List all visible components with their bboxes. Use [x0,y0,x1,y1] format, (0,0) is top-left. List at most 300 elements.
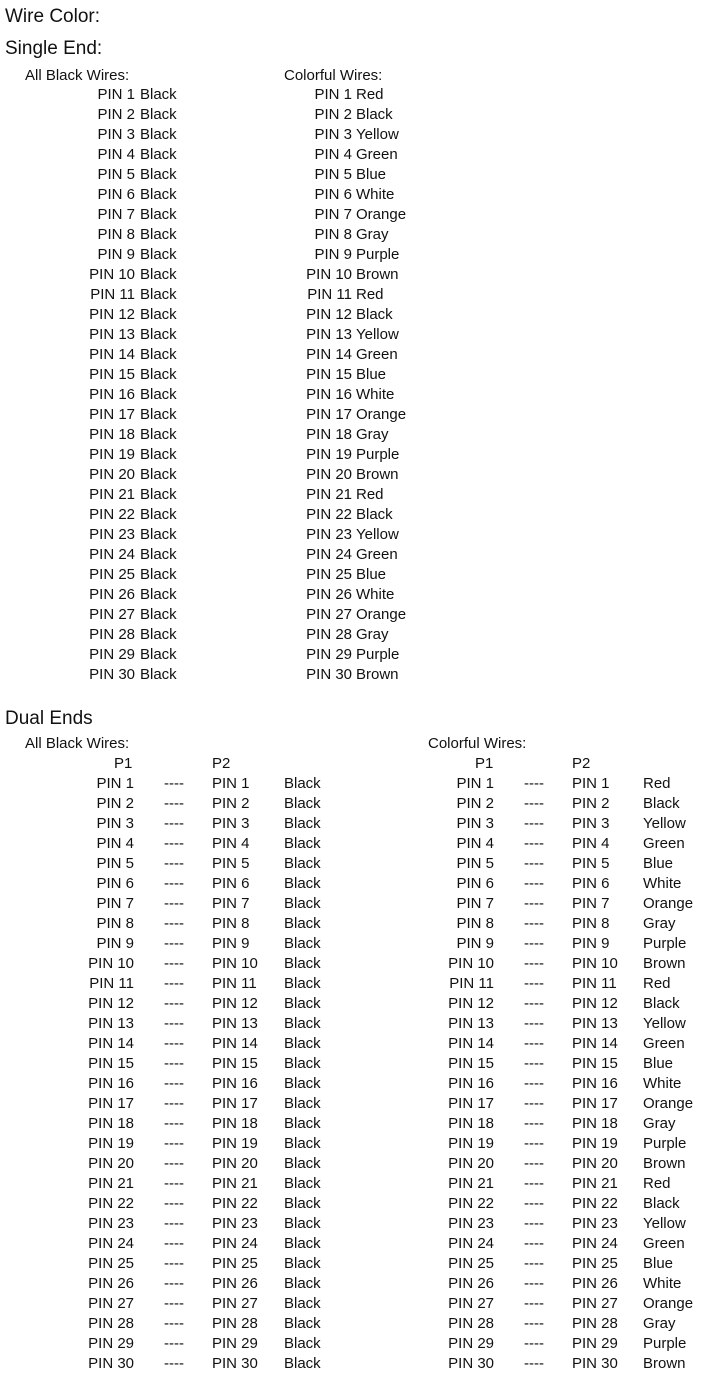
connector-dash: ---- [524,815,544,832]
pin-label: PIN 12 [306,306,352,323]
pin-label: PIN 5 [97,166,135,183]
p1-pin: PIN 2 [456,795,494,812]
connector-dash: ---- [524,795,544,812]
list-item [0,125,260,145]
pin-label: PIN 15 [306,366,352,383]
table-row [360,1074,713,1094]
list-item [0,445,260,465]
wire-color: Black [643,995,680,1012]
table-row [360,1034,713,1054]
p1-pin: PIN 16 [88,1075,134,1092]
pin-label: PIN 6 [314,186,352,203]
p1-pin: PIN 5 [456,855,494,872]
p1-pin: PIN 28 [88,1315,134,1332]
connector-dash: ---- [164,1095,184,1112]
p2-pin: PIN 7 [212,895,250,912]
table-row [0,1114,353,1134]
wire-color: Brown [356,666,399,683]
p2-pin: PIN 18 [572,1115,618,1132]
wire-color: Black [284,1155,321,1172]
wire-color: Black [140,606,177,623]
p1-pin: PIN 13 [448,1015,494,1032]
wire-color: Yellow [643,1215,686,1232]
list-item [230,385,490,405]
wire-color: Black [140,506,177,523]
table-row [0,1334,353,1354]
connector-dash: ---- [524,775,544,792]
single-end-heading: Single End: [5,38,103,59]
wire-color: Black [284,1255,321,1272]
pin-label: PIN 8 [314,226,352,243]
wire-color: Yellow [356,326,399,343]
pin-label: PIN 12 [89,306,135,323]
wire-color: Black [284,915,321,932]
wire-color: Orange [643,895,694,912]
table-row [0,1094,353,1114]
p2-pin: PIN 17 [212,1095,258,1112]
pin-label: PIN 27 [306,606,352,623]
table-row [360,914,713,934]
wire-color: Black [140,86,177,103]
connector-dash: ---- [164,1315,184,1332]
p1-pin: PIN 5 [96,855,134,872]
wire-color: Purple [643,935,687,952]
connector-dash: ---- [164,1155,184,1172]
table-row [0,1014,353,1034]
list-item [0,585,260,605]
wire-color: Black [140,526,177,543]
pin-label: PIN 26 [306,586,352,603]
p1-pin: PIN 4 [456,835,494,852]
p2-pin: PIN 8 [212,915,250,932]
table-row [360,1334,713,1354]
list-item [0,645,260,665]
list-item [0,345,260,365]
table-row [360,1174,713,1194]
list-item [0,305,260,325]
list-item [230,205,490,225]
wire-color: Purple [356,446,400,463]
p1-pin: PIN 7 [96,895,134,912]
pin-label: PIN 10 [89,266,135,283]
list-item [230,605,490,625]
p1-pin: PIN 15 [88,1055,134,1072]
connector-dash: ---- [164,1055,184,1072]
list-item [0,665,260,685]
p2-pin: PIN 23 [572,1215,618,1232]
wire-color: Blue [643,1255,674,1272]
connector-dash: ---- [524,975,544,992]
connector-dash: ---- [164,815,184,832]
connector-dash: ---- [164,855,184,872]
table-row [360,774,713,794]
connector-dash: ---- [524,1335,544,1352]
p2-pin: PIN 30 [572,1355,618,1372]
table-row [360,1014,713,1034]
wire-color: Black [284,1015,321,1032]
list-item [230,645,490,665]
table-row [0,894,353,914]
p2-pin: PIN 3 [212,815,250,832]
table-row [0,974,353,994]
wire-color: Gray [356,226,389,243]
wire-color: Black [140,626,177,643]
list-item [0,225,260,245]
p1-pin: PIN 7 [456,895,494,912]
wire-color: Black [284,1055,321,1072]
p2-pin: PIN 17 [572,1095,618,1112]
p1-pin: PIN 21 [448,1175,494,1192]
table-row [0,1294,353,1314]
wire-color: Blue [643,855,674,872]
wire-color: Black [140,206,177,223]
list-item [0,525,260,545]
list-item [0,145,260,165]
dual-black-label: All Black Wires: [25,735,130,752]
connector-dash: ---- [164,935,184,952]
p1-pin: PIN 14 [448,1035,494,1052]
p2-pin: PIN 16 [572,1075,618,1092]
pin-label: PIN 24 [306,546,352,563]
pin-label: PIN 3 [314,126,352,143]
p2-pin: PIN 25 [212,1255,258,1272]
p1-pin: PIN 21 [88,1175,134,1192]
single-color-list [230,85,490,685]
table-row [0,994,353,1014]
p1-pin: PIN 9 [456,935,494,952]
list-item [0,385,260,405]
list-item [230,265,490,285]
wire-color: Brown [356,266,399,283]
wire-color: Black [140,466,177,483]
wire-color: Black [140,306,177,323]
p2-pin: PIN 26 [572,1275,618,1292]
list-item [230,105,490,125]
wire-color: Orange [643,1095,694,1112]
p1-pin: PIN 18 [448,1115,494,1132]
table-row [0,1174,353,1194]
connector-dash: ---- [524,1075,544,1092]
table-row [360,1154,713,1174]
single-black-label: All Black Wires: [25,67,130,84]
connector-dash: ---- [164,1295,184,1312]
list-item [230,565,490,585]
pin-label: PIN 26 [89,586,135,603]
list-item [0,505,260,525]
table-row [360,1254,713,1274]
connector-dash: ---- [164,1215,184,1232]
pin-label: PIN 11 [307,286,352,303]
p2-pin: PIN 16 [212,1075,258,1092]
p2-pin: PIN 4 [572,835,610,852]
pin-label: PIN 19 [306,446,352,463]
wire-color: Black [140,586,177,603]
pin-label: PIN 7 [97,206,135,223]
p1-pin: PIN 3 [96,815,134,832]
list-item [230,125,490,145]
pin-label: PIN 22 [306,506,352,523]
wire-color: Blue [356,166,387,183]
table-row [360,1314,713,1334]
table-row [360,814,713,834]
wire-color: White [643,1275,682,1292]
table-row [0,914,353,934]
wire-color: Black [356,106,393,123]
table-row [360,854,713,874]
p2-pin: PIN 14 [212,1035,258,1052]
list-item [230,405,490,425]
p2-pin: PIN 9 [572,935,610,952]
p2-pin: PIN 15 [212,1055,258,1072]
single-black-list [0,85,260,685]
wire-color: Purple [643,1335,687,1352]
p1-pin: PIN 8 [96,915,134,932]
connector-dash: ---- [164,955,184,972]
list-item [230,225,490,245]
p2-pin: PIN 11 [572,975,617,992]
table-row [0,1314,353,1334]
table-row [0,1054,353,1074]
pin-label: PIN 2 [314,106,352,123]
p1-pin: PIN 26 [88,1275,134,1292]
connector-dash: ---- [524,1155,544,1172]
wire-color: Yellow [643,1015,686,1032]
wire-color: Green [356,146,398,163]
pin-label: PIN 30 [306,666,352,683]
wire-color: Black [284,1295,321,1312]
wire-color: Black [284,1135,321,1152]
wire-color: Black [140,666,177,683]
p1-pin: PIN 27 [88,1295,134,1312]
table-row [0,1214,353,1234]
p2-pin: PIN 10 [212,955,258,972]
wire-color: Black [643,1195,680,1212]
connector-dash: ---- [524,895,544,912]
dual-black-p1-header: P1 [114,755,133,772]
wire-color: Yellow [356,526,399,543]
wire-color: Red [356,86,384,103]
list-item [230,525,490,545]
table-row [0,834,353,854]
connector-dash: ---- [164,1235,184,1252]
pin-label: PIN 29 [89,646,135,663]
wire-color: Black [284,1235,321,1252]
pin-label: PIN 4 [97,146,135,163]
table-row [0,1034,353,1054]
wire-color: Blue [356,366,387,383]
p2-pin: PIN 4 [212,835,250,852]
p1-pin: PIN 2 [96,795,134,812]
list-item [230,305,490,325]
connector-dash: ---- [164,1175,184,1192]
wire-color: Orange [356,206,407,223]
connector-dash: ---- [164,1075,184,1092]
p1-pin: PIN 20 [88,1155,134,1172]
connector-dash: ---- [524,1055,544,1072]
wire-color: White [356,186,395,203]
table-row [360,894,713,914]
p2-pin: PIN 29 [212,1335,258,1352]
wire-color: Black [140,186,177,203]
p1-pin: PIN 29 [448,1335,494,1352]
p2-pin: PIN 19 [212,1135,258,1152]
wire-color: Black [140,346,177,363]
wire-color: Blue [643,1055,674,1072]
p2-pin: PIN 8 [572,915,610,932]
p1-pin: PIN 26 [448,1275,494,1292]
list-item [230,665,490,685]
connector-dash: ---- [524,995,544,1012]
list-item [230,625,490,645]
dual-color-p2-header: P2 [572,755,591,772]
pin-label: PIN 18 [89,426,135,443]
pin-label: PIN 23 [306,526,352,543]
dual-color-list [360,774,713,1374]
list-item [0,405,260,425]
p2-pin: PIN 9 [212,935,250,952]
p2-pin: PIN 13 [572,1015,618,1032]
wire-color: Orange [643,1295,694,1312]
list-item [0,425,260,445]
p1-pin: PIN 17 [448,1095,494,1112]
wire-color: Green [643,1035,685,1052]
p2-pin: PIN 29 [572,1335,618,1352]
pin-label: PIN 20 [306,466,352,483]
list-item [230,425,490,445]
wire-color: Black [356,506,393,523]
list-item [230,545,490,565]
wire-color: Green [643,1235,685,1252]
wire-color: Red [356,486,384,503]
wire-color: Black [140,246,177,263]
pin-label: PIN 27 [89,606,135,623]
connector-dash: ---- [524,1295,544,1312]
p1-pin: PIN 25 [448,1255,494,1272]
p2-pin: PIN 26 [212,1275,258,1292]
p1-pin: PIN 11 [449,975,494,992]
wire-color: White [643,875,682,892]
pin-label: PIN 29 [306,646,352,663]
wire-color: Black [140,646,177,663]
p1-pin: PIN 27 [448,1295,494,1312]
wire-color: Black [356,306,393,323]
wire-color: Gray [643,1115,676,1132]
p1-pin: PIN 22 [88,1195,134,1212]
p1-pin: PIN 25 [88,1255,134,1272]
wire-color: Black [140,566,177,583]
p1-pin: PIN 3 [456,815,494,832]
wire-color: Black [284,1355,321,1372]
p1-pin: PIN 6 [96,875,134,892]
p1-pin: PIN 12 [88,995,134,1012]
connector-dash: ---- [164,995,184,1012]
wire-color: Black [140,106,177,123]
list-item [0,165,260,185]
list-item [0,605,260,625]
pin-label: PIN 21 [89,486,135,503]
pin-label: PIN 18 [306,426,352,443]
pin-label: PIN 16 [306,386,352,403]
p1-pin: PIN 30 [448,1355,494,1372]
p1-pin: PIN 29 [88,1335,134,1352]
p2-pin: PIN 21 [212,1175,258,1192]
wire-color: White [643,1075,682,1092]
wire-color: Brown [643,1355,686,1372]
pin-label: PIN 19 [89,446,135,463]
table-row [360,1114,713,1134]
wire-color: Green [356,546,398,563]
pin-label: PIN 15 [89,366,135,383]
p1-pin: PIN 9 [96,935,134,952]
list-item [0,245,260,265]
connector-dash: ---- [164,1135,184,1152]
wire-color: Black [284,1115,321,1132]
list-item [0,205,260,225]
p1-pin: PIN 1 [456,775,494,792]
list-item [230,325,490,345]
wire-color: Black [284,1095,321,1112]
connector-dash: ---- [164,895,184,912]
list-item [230,505,490,525]
connector-dash: ---- [164,1255,184,1272]
p2-pin: PIN 1 [572,775,610,792]
connector-dash: ---- [524,835,544,852]
p2-pin: PIN 20 [572,1155,618,1172]
wire-color: Black [284,935,321,952]
table-row [360,834,713,854]
connector-dash: ---- [164,1035,184,1052]
wire-color: Black [284,875,321,892]
connector-dash: ---- [524,1315,544,1332]
wire-color: Green [356,346,398,363]
list-item [0,325,260,345]
table-row [360,1054,713,1074]
pin-label: PIN 3 [97,126,135,143]
wire-color: Purple [356,646,400,663]
p2-pin: PIN 21 [572,1175,618,1192]
table-row [360,1294,713,1314]
wire-color: Black [284,955,321,972]
connector-dash: ---- [524,1215,544,1232]
p2-pin: PIN 23 [212,1215,258,1232]
wire-color: Black [643,795,680,812]
p1-pin: PIN 14 [88,1035,134,1052]
wire-color: White [356,586,395,603]
connector-dash: ---- [164,1115,184,1132]
p2-pin: PIN 6 [572,875,610,892]
wire-color: Gray [643,915,676,932]
p1-pin: PIN 20 [448,1155,494,1172]
pin-label: PIN 25 [306,566,352,583]
list-item [0,565,260,585]
p2-pin: PIN 27 [212,1295,258,1312]
wire-color: Brown [356,466,399,483]
p1-pin: PIN 22 [448,1195,494,1212]
p1-pin: PIN 23 [88,1215,134,1232]
wire-color: Gray [356,626,389,643]
wire-color: Black [140,226,177,243]
p2-pin: PIN 12 [212,995,258,1012]
wire-color: White [356,386,395,403]
pin-label: PIN 13 [306,326,352,343]
wire-color: Black [284,795,321,812]
pin-label: PIN 22 [89,506,135,523]
pin-label: PIN 9 [97,246,135,263]
p1-pin: PIN 23 [448,1215,494,1232]
connector-dash: ---- [524,955,544,972]
list-item [0,485,260,505]
wire-color: Black [284,1175,321,1192]
